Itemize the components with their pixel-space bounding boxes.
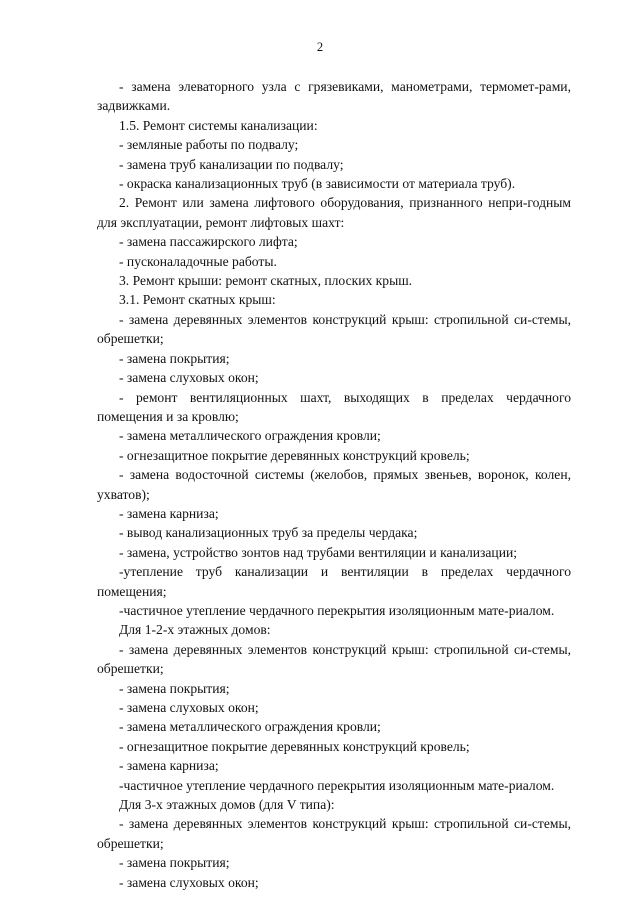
paragraph: - пусконаладочные работы.: [119, 253, 277, 269]
paragraph: - замена металлического ограждения кровли;: [119, 719, 381, 735]
paragraph: 2. Ремонт или замена лифтового оборудования, признанного непри-годным для эксплуатации, ремонт лифтовых шахт:: [97, 195, 571, 230]
paragraph: - замена карниза;: [119, 505, 219, 521]
paragraph: - замена элеваторного узла с грязевиками, манометрами, термомет-рами, задвижками.: [97, 79, 571, 114]
paragraph: Для 1-2-х этажных домов:: [119, 622, 271, 638]
paragraph: 1.5. Ремонт системы канализации:: [119, 117, 318, 133]
paragraph: -частичное утепление чердачного перекрытия изоляционным мате-риалом.: [119, 602, 555, 618]
paragraph: - земляные работы по подвалу;: [119, 137, 299, 153]
paragraph: - замена деревянных элементов конструкций крыш: стропильной си-стемы, обрешетки;: [97, 311, 571, 347]
paragraph: -утепление труб канализации и вентиляции в пределах чердачного помещения;: [97, 564, 571, 599]
paragraph: - замена водосточной системы (желобов, прямых звеньев, воронок, колен, ухватов);: [97, 467, 571, 502]
paragraph: 3.1. Ремонт скатных крыш:: [119, 292, 276, 308]
paragraph: - замена карниза;: [119, 758, 219, 774]
paragraph: Для 3-х этажных домов (для V типа):: [119, 797, 335, 813]
paragraph: - ремонт вентиляционных шахт, выходящих в пределах чердачного помещения и за кровлю;: [97, 389, 571, 424]
paragraph: - огнезащитное покрытие деревянных конструкций кровель;: [119, 738, 470, 754]
paragraph: - замена слуховых окон;: [119, 370, 259, 386]
paragraph: - огнезащитное покрытие деревянных конструкций кровель;: [119, 447, 470, 463]
paragraph: -частичное утепление чердачного перекрытия изоляционным мате-риалом.: [119, 777, 555, 793]
document-body: [97, 77, 571, 892]
paragraph: - замена покрытия;: [119, 855, 230, 871]
paragraph: - замена слуховых окон;: [119, 874, 259, 890]
paragraph: - замена покрытия;: [119, 350, 230, 366]
paragraph: - замена деревянных элементов конструкций крыш: стропильной си-стемы, обрешетки;: [97, 816, 571, 851]
paragraph: - замена труб канализации по подвалу;: [119, 156, 344, 172]
paragraph: - окраска канализационных труб (в зависимости от материала труб).: [119, 176, 516, 192]
paragraph: - замена слуховых окон;: [119, 700, 259, 715]
page-number: 2: [316, 40, 324, 54]
paragraph: - вывод канализационных труб за пределы чердака;: [119, 525, 418, 541]
paragraph: - замена деревянных элементов конструкций крыш: стропильной си-стемы, обрешетки;: [97, 641, 571, 677]
paragraph: 3. Ремонт крыши: ремонт скатных, плоских крыш.: [119, 273, 413, 289]
paragraph: - замена покрытия;: [119, 680, 230, 696]
paragraph: - замена металлического ограждения кровли;: [119, 428, 381, 444]
paragraph: - замена, устройство зонтов над трубами вентиляции и канализации;: [119, 544, 518, 560]
paragraph: - замена пассажирского лифта;: [119, 234, 298, 250]
